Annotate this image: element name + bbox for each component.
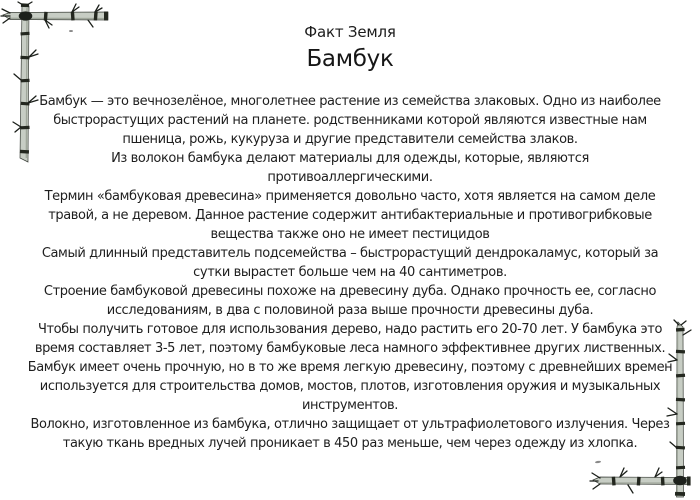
text-line: Строение бамбуковой древесины похоже на древесину дуба. Однако прочность ее, согласно [43, 284, 657, 299]
text-line: исследованиям, в два с половиной раза выше прочности древесины дуба. [106, 303, 594, 318]
text-line: противоаллергическими. [267, 170, 433, 185]
article-text [0, 92, 700, 453]
text-line: Чтобы получить готовое для использования дерево, надо растить его 20-70 лет. У бамбука это [37, 322, 663, 337]
text-line: Термин «бамбуковая древесина» применяется довольно часто, хотя является на самом деле [44, 189, 656, 204]
text-line: Бамбук имеет очень прочную, но в то же время легкую древесину, поэтому с древнейших времен [27, 360, 673, 375]
text-line: Из волокон бамбука делают материалы для одежды, которые, являются [111, 151, 589, 166]
text-line: сутки вырастет больше чем на 40 сантиметров. [193, 265, 507, 280]
text-line: Волокно, изготовленное из бамбука, отлично защищает от ультрафиолетового излучения. Через [30, 417, 670, 432]
page-supertitle: Факт Земля [304, 23, 396, 41]
text-line: травой, а не деревом. Данное растение содержит антибактериальные и противогрибковые [48, 208, 652, 223]
text-line: Самый длинный представитель подсемейства – быстрорастущий дендрокаламус, который за [41, 246, 659, 261]
text-line: инструментов. [301, 398, 399, 413]
text-line: Бамбук — это вечнозелёное, многолетнее растение из семейства злаковых. Одно из наиболее [39, 94, 661, 109]
page-title: Бамбук [306, 46, 394, 72]
text-line: пшеница, рожь, кукуруза и другие представители семейства злаков. [122, 132, 578, 147]
page-header [0, 23, 700, 72]
text-line: быстрорастущих растений на планете. родственниками которой являются известные нам [53, 113, 647, 128]
text-line: вещества также оно не имеет пестицидов [210, 227, 490, 242]
text-line: такую ткань вредных лучей проникает в 450 раз меньше, чем через одежду из хлопка. [62, 436, 638, 451]
text-line: время составляет 3-5 лет, поэтому бамбуковые леса намного эффективнее других лиственных. [34, 341, 666, 356]
text-line: используется для строительства домов, мостов, плотов, изготовления оружия и музыкальных [39, 379, 661, 394]
